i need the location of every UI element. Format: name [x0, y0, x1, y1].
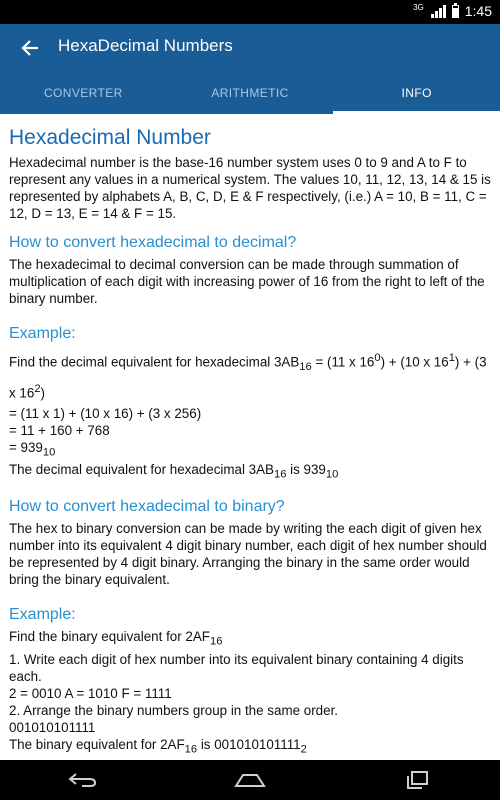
example2-find-sub16: 16 — [209, 635, 223, 648]
example2-step2b: 001010101111 — [9, 719, 96, 735]
intro-paragraph: Hexadecimal number is the base-16 number system uses 0 to 9 and A to F to represent any values in a numerical system. The values 10, 11, 12, 13, 14 & 15 is represented by alphabets A, B, C, D, E & F respectively, (i.e.) A = 10, B = 11, C = 12, D = 13, E = 14 & F = 15. — [9, 155, 491, 221]
example2-result-sub2: 2 — [300, 743, 307, 756]
battery-icon — [452, 5, 459, 18]
example1-result — [9, 461, 491, 484]
example1-result-prefix: The decimal equivalent for hexadecimal 3AB — [9, 462, 274, 478]
example2-heading: Example: — [9, 605, 76, 623]
nav-back-icon[interactable] — [53, 760, 113, 800]
example2-step1: 1. Write each digit of hex number into its equivalent binary containing 4 digits each. — [9, 651, 464, 684]
example2-step1b: 2 = 0010 A = 1010 F = 1111 — [9, 685, 172, 701]
example1-find-mid3: ) + (3 x 16 — [9, 354, 487, 401]
tab-arithmetic[interactable]: ARITHMETIC — [211, 86, 289, 100]
example1-sub16: 16 — [299, 361, 312, 374]
to-binary-text: The hex to binary conversion can be made by writing the each digit of given hex number into its equivalent 4 digit binary number, each digit of hex number should be represented by 4 digit binary. Arranging the binary in the same order would bring the binary equivalent. — [9, 520, 487, 587]
example2-find — [9, 628, 491, 651]
example1-find — [9, 347, 491, 405]
nav-recents-icon[interactable] — [387, 760, 447, 800]
status-bar — [0, 0, 500, 24]
info-content[interactable] — [0, 114, 500, 760]
to-decimal-text: The hexadecimal to decimal conversion can be made through summation of multiplication of each digit with increasing power of 16 from the right to left of the binary number. — [9, 257, 485, 306]
info-title: Hexadecimal Number — [9, 126, 211, 149]
app-bar — [0, 24, 500, 72]
network-type-label: 3G — [413, 3, 424, 12]
example1-step3-sub10: 10 — [42, 446, 56, 459]
example1-find-mid2: ) + (10 x 16 — [380, 354, 449, 370]
tab-info[interactable]: INFO — [333, 72, 500, 114]
example1-step3-val: = 939 — [9, 439, 43, 455]
example1-find-end: ) — [40, 385, 45, 401]
example2-result — [9, 736, 491, 759]
example1-result-sub16: 16 — [273, 468, 287, 481]
example1-step2: = 11 + 160 + 768 — [9, 422, 110, 438]
example1-sup0: 0 — [374, 352, 381, 364]
nav-home-icon[interactable] — [220, 760, 280, 800]
example2-step2: 2. Arrange the binary numbers group in the same order. — [9, 702, 339, 718]
example1-find-prefix: Find the decimal equivalent for hexadecimal 3AB — [9, 354, 300, 370]
to-binary-heading: How to convert hexadecimal to binary? — [9, 497, 285, 515]
nav-back-svg — [68, 772, 98, 788]
status-icons — [413, 3, 492, 19]
back-arrow-svg — [21, 39, 39, 57]
tab-converter[interactable]: CONVERTER — [43, 86, 123, 100]
example1-sup2: 2 — [34, 383, 41, 396]
tab-bar — [0, 72, 500, 114]
example1-heading: Example: — [9, 325, 76, 342]
example1-step1: = (11 x 1) + (10 x 16) + (3 x 256) — [9, 405, 202, 421]
example2-result-prefix: The binary equivalent for 2AF — [9, 736, 185, 752]
example2-result-sub16: 16 — [184, 743, 198, 756]
system-nav-bar — [0, 760, 500, 800]
example1-sup1: 1 — [448, 352, 455, 364]
app-title: HexaDecimal Numbers — [58, 36, 233, 55]
signal-strength-icon — [431, 4, 446, 18]
example1-result-sub10: 10 — [325, 468, 339, 481]
nav-recents-svg — [405, 770, 429, 790]
back-arrow-icon[interactable] — [16, 34, 44, 62]
nav-home-svg — [233, 772, 267, 788]
status-time: 1:45 — [464, 3, 492, 19]
example1-step3 — [9, 439, 491, 462]
example2-result-mid: is 001010101111 — [197, 736, 301, 752]
to-decimal-heading: How to convert hexadecimal to decimal? — [9, 234, 297, 251]
example2-find-prefix: Find the binary equivalent for 2AF — [9, 628, 210, 644]
example1-find-mid: = (11 x 16 — [311, 354, 375, 370]
example1-result-mid: is 939 — [286, 462, 326, 478]
